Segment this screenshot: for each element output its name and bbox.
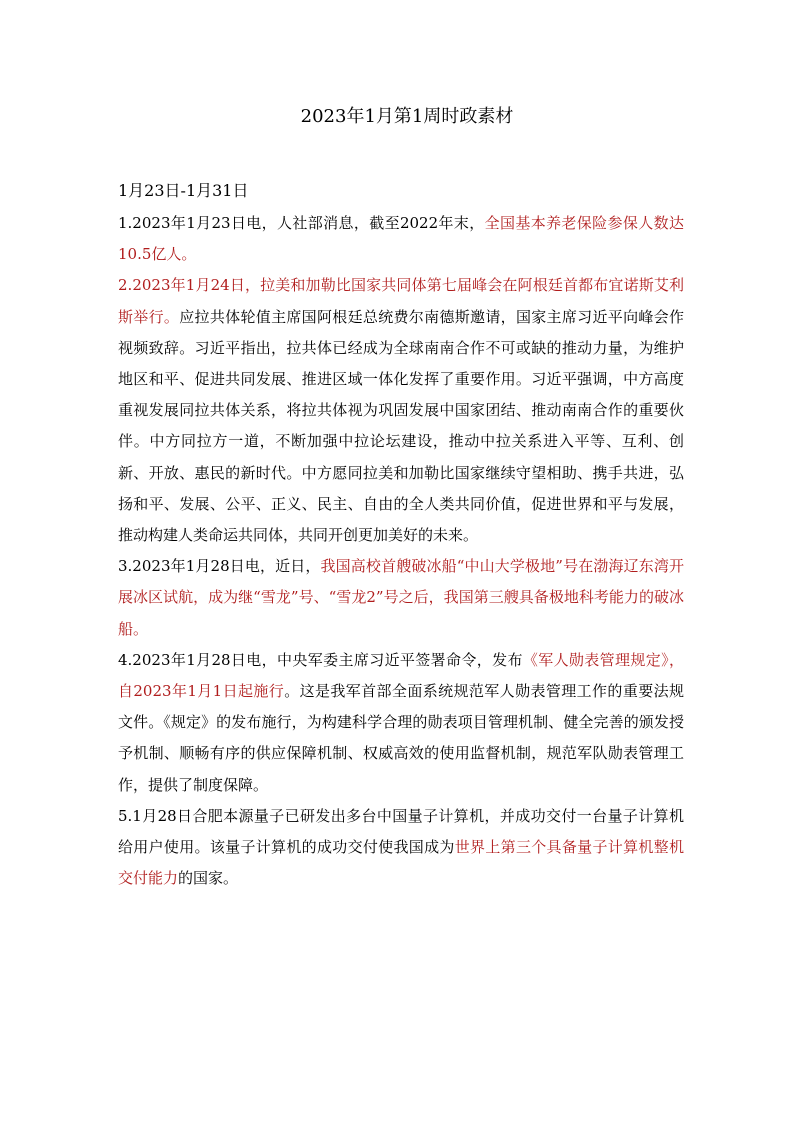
body-text: 3.2023年1月28日电，近日， bbox=[118, 557, 321, 576]
news-item bbox=[118, 270, 684, 551]
highlighted-text: 2023年1月24日，拉美和加勒比国家共同体第七届峰会在阿根廷首都布宜诺斯艾利斯举行。 bbox=[118, 276, 684, 326]
body-text: 4.2023年1月28日电，中央军委主席习近平签署命令，发布 bbox=[118, 650, 523, 669]
highlighted-text: 全国基本养老保险参保人数达10.5亿人。 bbox=[118, 214, 684, 264]
highlighted-text: 世界上第三个具备量子计算机整机交付能力 bbox=[118, 838, 684, 888]
news-item bbox=[118, 551, 684, 645]
document-page bbox=[118, 100, 684, 894]
news-item bbox=[118, 645, 684, 801]
body-text: 。这是我军首部全面系统规范军人勋表管理工作的重要法规文件。《规定》的发布施行，为构建科学合理的勋表项目管理机制、健全完善的颁发授予机制、顺畅有序的供应保障机制、权威高效的使用监督机制，规范军队勋表管理工作，提供了制度保障。 bbox=[118, 682, 684, 794]
body-text: 1.2023年1月23日电，人社部消息，截至2022年末， bbox=[118, 214, 485, 232]
body-text: 应拉共体轮值主席国阿根廷总统费尔南德斯邀请，国家主席习近平向峰会作视频致辞。习近平指出，拉共体已经成为全球南南合作不可或缺的推动力量，为维护地区和平、促进共同发展、推进区域一体化发挥了重要作用。习近平强调，中方高度重视发展同拉共体关系，将拉共体视为巩固发展中国家团结、推动南南合作的重要伙伴。中方同拉方一道，不断加强中拉论坛建设，推动中拉关系进入平等、互利、创新、开放、惠民的新时代。中方愿同拉美和加勒比国家继续守望相助、携手共进，弘扬和平、发展、公平、正义、民主、自由的全人类共同价值，促进世界和平与发展，推动构建人类命运共同体，共同开创更加美好的未来。 bbox=[118, 307, 684, 545]
date-range-heading: 1月23日-1月31日 bbox=[118, 181, 249, 200]
news-item bbox=[118, 208, 684, 270]
highlighted-text: 2. bbox=[118, 276, 133, 295]
body-text: 5.1月28日合肥本源量子已研发出多台中国量子计算机，并成功交付一台量子计算机给用户使用。该量子计算机的成功交付使我国成为 bbox=[118, 806, 684, 857]
highlighted-text: 《军人勋表管理规定》，自2023年1月1日起施行 bbox=[118, 650, 684, 701]
highlighted-text: 我国高校首艘破冰船“中山大学极地”号在渤海辽东湾开展冰区试航，成为继“雪龙”号、“雪龙2”号之后，我国第三艘具备极地科考能力的破冰船。 bbox=[118, 557, 684, 638]
page-title: 2023年1月第1周时政素材 bbox=[300, 106, 514, 127]
news-item bbox=[118, 801, 684, 895]
news-item-list bbox=[118, 208, 684, 894]
body-text: 的国家。 bbox=[178, 869, 239, 888]
